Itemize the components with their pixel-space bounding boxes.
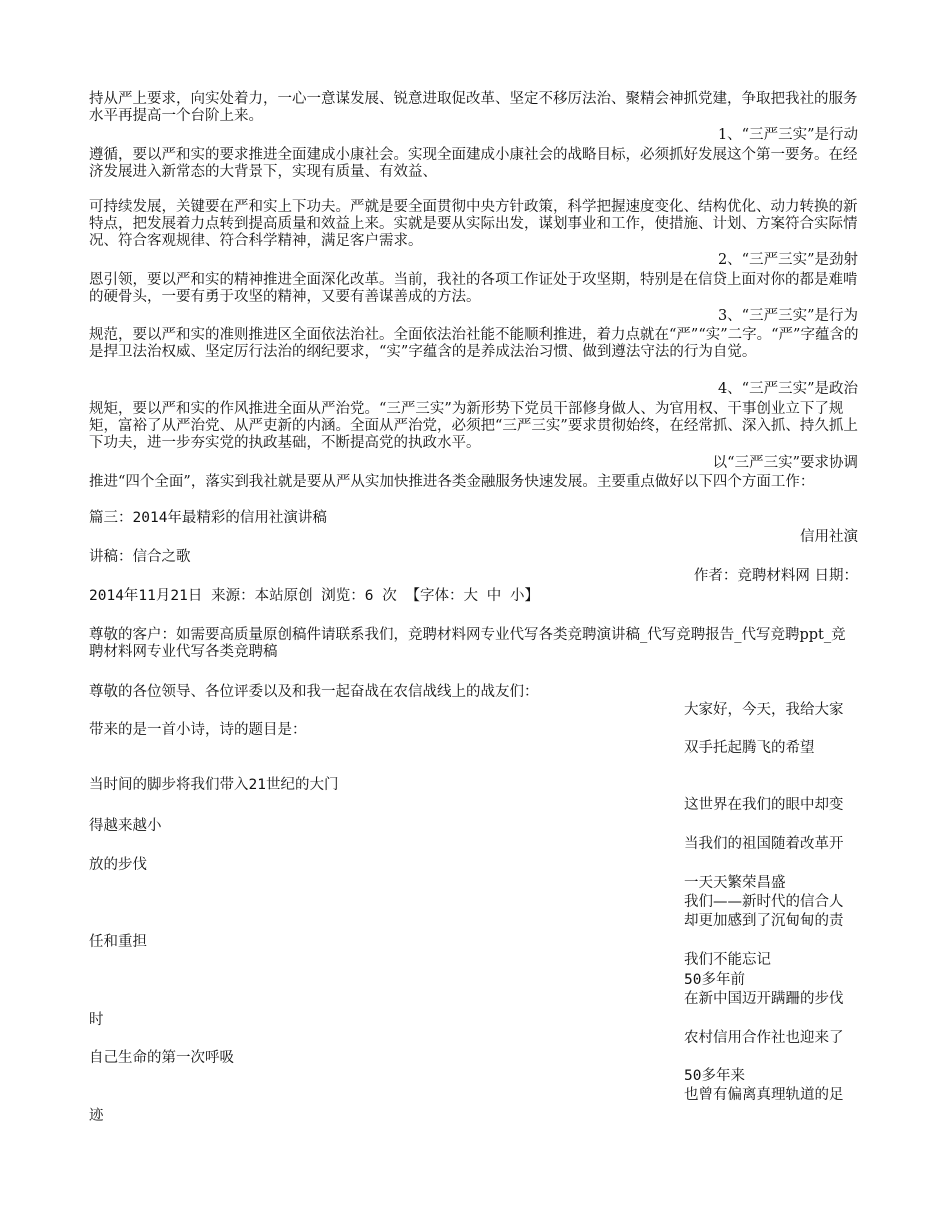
greeting: 尊敬的各位领导、各位评委以及和我一起奋战在农信战线上的战友们： xyxy=(89,684,539,700)
item-4-heading: 4、“三严三实”是政治 xyxy=(717,381,858,397)
poem-line-right: 这世界在我们的眼中却变 xyxy=(684,797,844,813)
item-3-heading: 3、“三严三实”是行为 xyxy=(717,308,858,324)
poem-line-left: 时 xyxy=(89,1012,104,1028)
poem-line-left: 放的步伐 xyxy=(89,857,147,873)
notice-paragraph: 尊敬的客户：如需要高质量原创稿件请联系我们，竞聘材料网专业代写各类竞聘演讲稿_代写竞聘报告_代写竞聘ppt_竞聘材料网专业代写各类竞聘稿 xyxy=(89,627,846,660)
poem-line-right: 却更加感到了沉甸甸的责 xyxy=(684,913,844,929)
poem-line-right: 一天天繁荣昌盛 xyxy=(684,875,786,891)
poem-line-right: 我们——新时代的信合人 xyxy=(684,894,844,910)
paragraph-2: 遵循，要以严和实的要求推进全面建成小康社会。实现全面建成小康社会的战略目标，必须抓好发展这个第一要务。在经济发展进入新常态的大背景下，实现有质量、有效益、 xyxy=(89,147,858,180)
poem-line-right: 我们不能忘记 xyxy=(684,952,771,968)
item-1-heading: 1、“三严三实”是行动 xyxy=(717,127,858,143)
poem-line-left: 自己生命的第一次呼吸 xyxy=(89,1050,234,1066)
poem-line-right: 50多年来 xyxy=(684,1068,745,1084)
poem-line-right: 也曾有偏离真理轨道的足 xyxy=(684,1087,844,1103)
poem-title: 双手托起腾飞的希望 xyxy=(684,740,815,756)
paragraph-6: 规矩，要以严和实的作风推进全面从严治党。“三严三实”为新形势下党员干部修身做人、为官用权、干事创业立下了规矩，富裕了从严治党、从严吏新的内涵。全面从严治党，必须把“三严三实”要求贯彻始终，在经常抓、深入抓、持久抓上下功夫，进一步夯实党的执政基础，不断提高党的执政水平。 xyxy=(89,401,858,451)
paragraph-7-heading: 以“三严三实”要求协调 xyxy=(712,455,858,471)
poem-line-right: 农村信用合作社也迎来了 xyxy=(684,1030,844,1046)
poem-line-right: 大家好，今天，我给大家 xyxy=(684,702,844,718)
poem-line-left: 任和重担 xyxy=(89,934,147,950)
poem-line-left: 迹 xyxy=(89,1108,104,1124)
meta-right: 作者：竞聘材料网 日期： xyxy=(693,568,858,584)
chapter-title: 篇三：2014年最精彩的信用社演讲稿 xyxy=(89,510,327,526)
poem-line-left: 带来的是一首小诗，诗的题目是： xyxy=(89,722,307,738)
subtitle-right: 信用社演 xyxy=(800,529,858,545)
paragraph-1: 持从严上要求，向实处着力，一心一意谋发展、锐意进取促改革、坚定不移厉法治、聚精会神抓党建，争取把我社的服务水平再提高一个台阶上来。 xyxy=(89,91,858,124)
poem-line-right: 当我们的祖国随着改革开 xyxy=(684,836,844,852)
poem-line-left: 得越来越小 xyxy=(89,818,162,834)
paragraph-3: 可持续发展，关键要在严和实上下功夫。严就是要全面贯彻中央方针政策，科学把握速度变化、结构优化、动力转换的新特点，把发展着力点转到提高质量和效益上来。实就是要从实际出发，谋划事业和工作，使措施、计划、方案符合实际情况、符合客观规律、符合科学精神，满足客户需求。 xyxy=(89,199,858,249)
meta-left: 2014年11月21日 来源：本站原创 浏览：6 次 【字体：大 中 小】 xyxy=(89,588,539,604)
item-2-heading: 2、“三严三实”是劲射 xyxy=(717,252,858,268)
poem-line-right: 在新中国迈开蹒跚的步伐 xyxy=(684,991,844,1007)
subtitle-left: 讲稿：信合之歌 xyxy=(89,549,191,565)
poem-line-left: 当时间的脚步将我们带入21世纪的大门 xyxy=(89,777,339,793)
paragraph-4: 恩引领，要以严和实的精神推进全面深化改革。当前，我社的各项工作证处于攻坚期，特别是在信贷上面对你的都是难啃的硬骨头，一要有勇于攻坚的精神，又要有善谋善成的方法。 xyxy=(89,272,858,305)
paragraph-5: 规范，要以严和实的准则推进区全面依法治社。全面依法治社能不能顺利推进，着力点就在“严”“实”二字。“严”字蕴含的是捍卫法治权威、坚定厉行法治的纲纪要求，“实”字蕴含的是养成法治习惯、做到遵法守法的行为自觉。 xyxy=(89,327,859,360)
poem-line-right: 50多年前 xyxy=(684,972,745,988)
paragraph-7: 推进“四个全面”，落实到我社就是要从严从实加快推进各类金融服务快速发展。主要重点做好以下四个方面工作： xyxy=(89,474,815,490)
